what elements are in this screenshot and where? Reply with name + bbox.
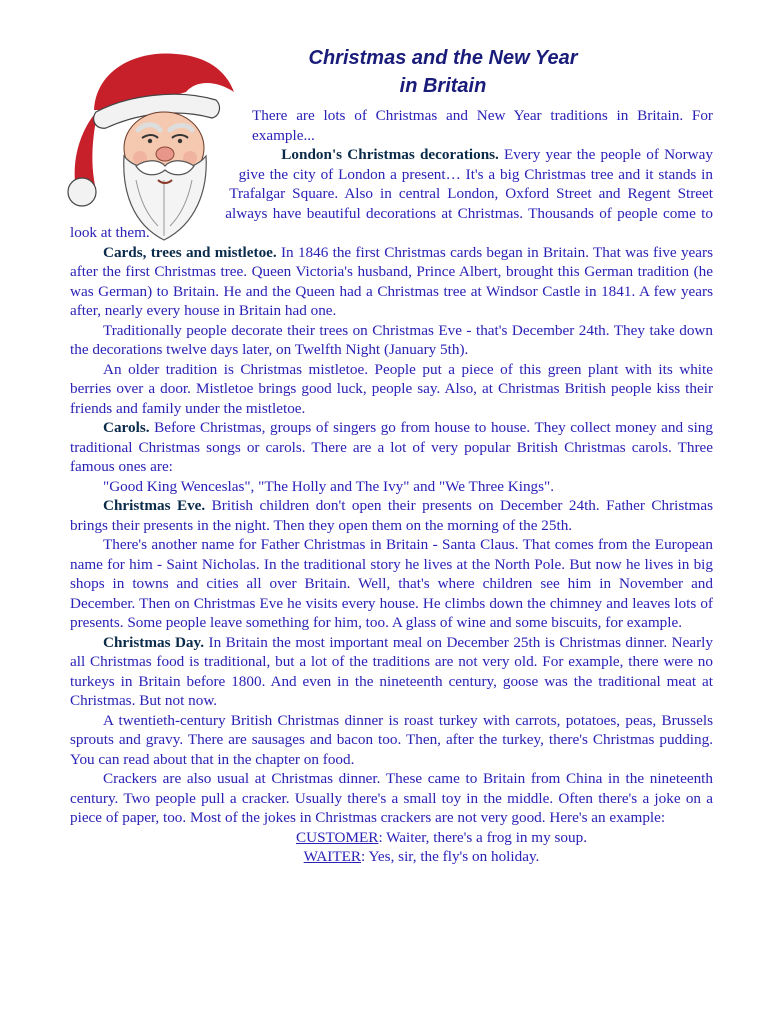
- intro-text: There are lots of Christmas and New Year traditions in Britain. For example...: [252, 107, 713, 144]
- santa-paragraph: [70, 535, 713, 633]
- carols-list: [70, 477, 713, 497]
- trees-text: Traditionally people decorate their trees on Christmas Eve - that's December 24th. They take down the decorations twelve days later, on Twelfth Night (January 5th).: [70, 321, 713, 358]
- page-title: [268, 44, 618, 100]
- cards-heading: Cards, trees and mistletoe.: [103, 243, 277, 261]
- joke-line-2: [70, 847, 713, 867]
- london-text: Every year the people of Norway give the city of London a present… It's a big Christmas tree and it stands in Trafalgar Square. Also in central London, Oxford Street and Regent Street always have beautiful decorations at Christmas. Thousands of people come to look at them.: [70, 146, 713, 241]
- eve-heading: Christmas Eve.: [103, 497, 206, 514]
- dinner-paragraph: [70, 711, 713, 770]
- carols-paragraph: [70, 418, 713, 477]
- cards-paragraph: [70, 243, 713, 321]
- london-heading: London's Christmas decorations.: [281, 146, 499, 163]
- day-heading: Christmas Day.: [103, 633, 205, 651]
- crackers-text: Crackers are also usual at Christmas dinner. These came to Britain from China in the nineteenth century. Two people pull a cracker. Usually there's a small toy in the middle. Often there's a joke on a piece of paper, too. Most of the jokes in Christmas crackers are not very good. Here's an example:: [70, 770, 713, 826]
- santa-text: There's another name for Father Christmas in Britain - Santa Claus. That comes from the European name for him - Saint Nicholas. In the traditional story he lives at the North Pole. But now he lives in big shops in towns and cities all over Britain. Well, that's where children see him in November and December. Then on Christmas Eve he visits every house. He climbs down the chimney and leaves lots of presents. Some people leave something for him, too. A glass of wine and some biscuits, for example.: [70, 536, 713, 631]
- eve-text: British children don't open their presents on December 24th. Father Christmas brings their presents in the night. Then they open them on the morning of the 25th.: [70, 497, 713, 534]
- eve-paragraph: [70, 496, 713, 535]
- cards-text: In 1846 the first Christmas cards began in Britain. That was five years after the first Christmas tree. Queen Victoria's husband, Prince Albert, brought this German tradition (he was German) to Britain. He and the Queen had a Christmas tree at Windsor Castle in 1841. A few years after, nearly every house in Britain had one.: [70, 243, 713, 319]
- day-paragraph: [70, 633, 713, 711]
- article-body: [70, 106, 713, 867]
- mistletoe-text: An older tradition is Christmas mistletoe. People put a piece of this green plant with its white berries over a door. Mistletoe brings good luck, people say. Also, at Christmas British people kiss their friends and family under the mistletoe.: [70, 360, 713, 417]
- title-line-1: Christmas and the New Year: [308, 47, 578, 69]
- joke-line-1: [70, 828, 713, 848]
- carols-heading: Carols.: [103, 419, 150, 436]
- title-line-2: in Britain: [399, 75, 487, 97]
- crackers-paragraph: [70, 769, 713, 828]
- joke-text-1: : Waiter, there's a frog in my soup.: [378, 828, 587, 846]
- carols-list-text: "Good King Wenceslas", "The Holly and The Ivy" and "We Three Kings".: [103, 477, 555, 495]
- joke-text-2: : Yes, sir, the fly's on holiday.: [361, 848, 540, 865]
- joke-dialog: [70, 828, 713, 867]
- day-text: In Britain the most important meal on December 25th is Christmas dinner. Nearly all Christmas food is traditional, but a lot of the traditions are not very old. For example, there were no turkeys in Britain before 1800. And even in the nineteenth century, goose was the traditional meat at Christmas. But not now.: [70, 633, 713, 709]
- dinner-text: A twentieth-century British Christmas dinner is roast turkey with carrots, potatoes, peas, Brussels sprouts and gravy. There are sausages and bacon too. Then, after the turkey, there's Christmas pudding. You can read about that in the chapter on food.: [70, 711, 713, 768]
- joke-speaker-2: WAITER: [303, 848, 362, 865]
- carols-text: Before Christmas, groups of singers go from house to house. They collect money and sing traditional Christmas songs or carols. There are a lot of very popular British Christmas carols. Three famous ones are:: [70, 419, 713, 475]
- mistletoe-paragraph: [70, 360, 713, 419]
- joke-speaker-1: CUSTOMER: [296, 828, 379, 846]
- trees-paragraph: [70, 321, 713, 360]
